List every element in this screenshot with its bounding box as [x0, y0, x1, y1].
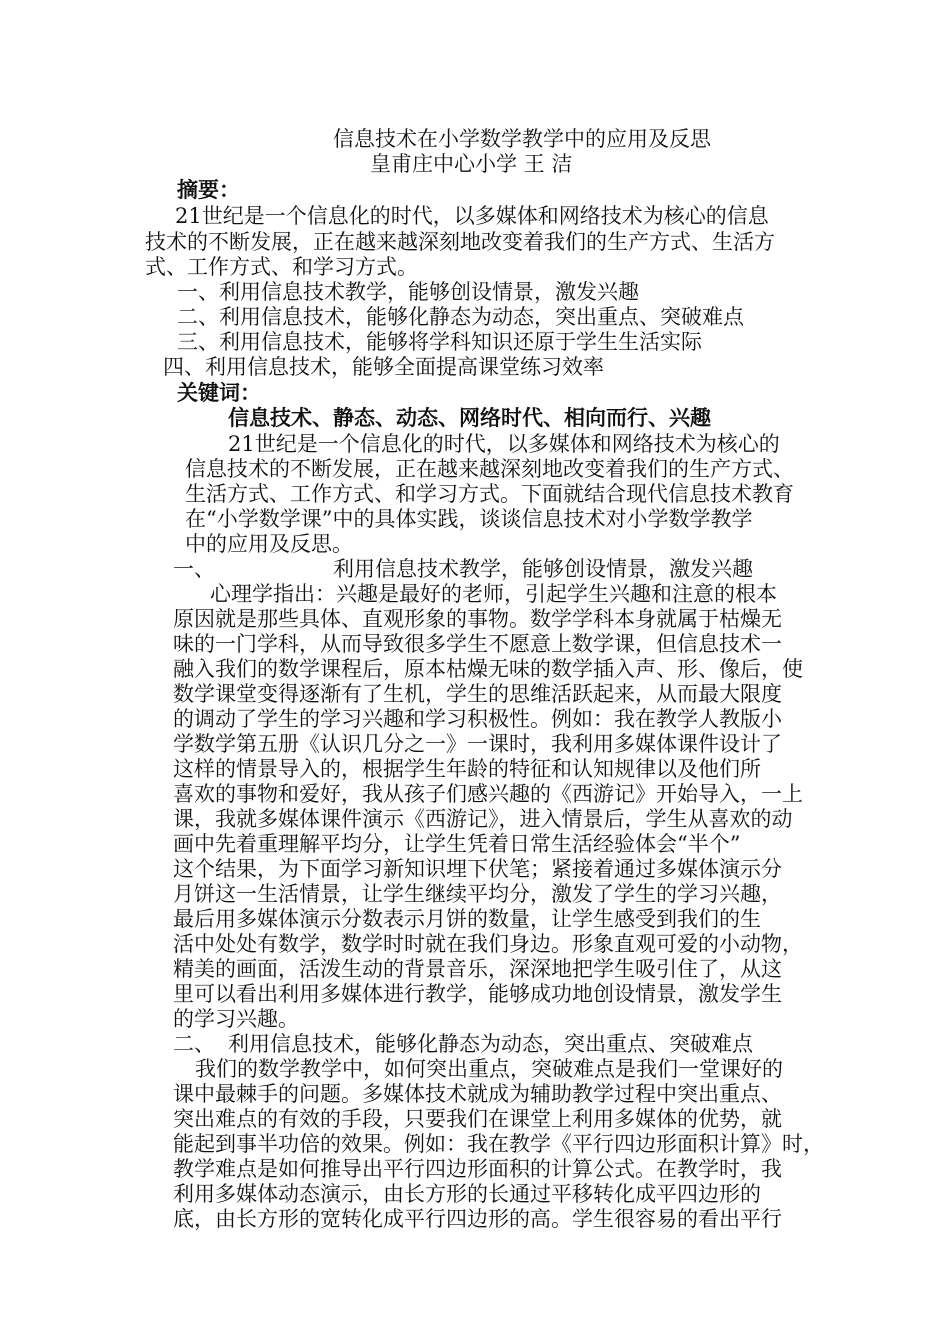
section-2-heading: 利用信息技术，能够化静态为动态，突出重点、突破难点	[228, 1032, 753, 1056]
section-1-line: 融入我们的数学课程后，原本枯燥无味的数学插入声、形、像后，使	[173, 657, 803, 681]
intro-line: 信息技术的不断发展，正在越来越深刻地改变着我们的生产方式、	[185, 457, 794, 481]
section-1-line: 心理学指出：兴趣是最好的老师，引起学生兴趣和注意的根本	[210, 582, 777, 606]
section-1-line: 月饼这一生活情景，让学生继续平均分，激发了学生的学习兴趣，	[173, 882, 782, 906]
keywords-heading: 关键词：	[177, 380, 261, 405]
section-1-line: 这个结果，为下面学习新知识埋下伏笔；紧接着通过多媒体演示分	[173, 857, 782, 881]
abstract-line: 式、工作方式、和学习方式。	[145, 255, 418, 279]
section-2-line: 我们的数学教学中，如何突出重点，突破难点是我们一堂课好的	[195, 1057, 783, 1081]
abstract-line: 技术的不断发展，正在越来越深刻地改变着我们的生产方式、生活方	[145, 230, 775, 254]
section-2-line: 突出难点的有效的手段，只要我们在课堂上利用多媒体的优势，就	[173, 1107, 782, 1131]
section-2-line: 能起到事半功倍的效果。例如：我在教学《平行四边形面积计算》时，	[173, 1132, 824, 1156]
byline: 皇甫庄中心小学 王 洁	[370, 152, 573, 176]
section-1-line: 精美的画面，活泼生动的背景音乐，深深地把学生吸引住了，从这	[173, 957, 782, 981]
outline-item: 三、利用信息技术，能够将学科知识还原于学生生活实际	[177, 330, 702, 354]
section-2-line: 底，由长方形的宽转化成平行四边形的高。学生很容易的看出平行	[173, 1207, 782, 1231]
intro-line: 在“小学数学课”中的具体实践，谈谈信息技术对小学数学教学	[185, 507, 753, 531]
section-1-line: 味的一门学科，从而导致很多学生不愿意上数学课，但信息技术一	[173, 632, 782, 656]
section-1-line: 的学习兴趣。	[173, 1007, 299, 1031]
section-2-line: 课中最棘手的问题。多媒体技术就成为辅助教学过程中突出重点、	[173, 1082, 782, 1106]
section-1-line: 画中先着重理解平均分，让学生凭着日常生活经验体会“半个”	[173, 832, 741, 856]
section-1-heading: 利用信息技术教学，能够创设情景，激发兴趣	[333, 557, 753, 581]
section-1-line: 课，我就多媒体课件演示《西游记》，进入情景后，学生从喜欢的动	[173, 807, 793, 831]
outline-item: 四、利用信息技术，能够全面提高课堂练习效率	[163, 355, 604, 379]
section-1-line: 活中处处有数学，数学时时就在我们身边。形象直观可爱的小动物，	[173, 932, 803, 956]
section-2-number: 二、	[173, 1032, 215, 1056]
section-1-line: 这样的情景导入的，根据学生年龄的特征和认知规律以及他们所	[173, 757, 761, 781]
keywords: 信息技术、静态、动态、网络时代、相向而行、兴趣	[228, 405, 711, 430]
doc-title: 信息技术在小学数学教学中的应用及反思	[333, 127, 711, 151]
intro-line: 生活方式、工作方式、和学习方式。下面就结合现代信息技术教育	[185, 482, 794, 506]
section-1-line: 学数学第五册《认识几分之一》一课时，我利用多媒体课件设计了	[173, 732, 782, 756]
section-1-line: 里可以看出利用多媒体进行教学，能够成功地创设情景，激发学生	[173, 982, 782, 1006]
section-2-line: 教学难点是如何推导出平行四边形面积的计算公式。在教学时，我	[173, 1157, 782, 1181]
intro-line: 21世纪是一个信息化的时代，以多媒体和网络技术为核心的	[228, 432, 780, 456]
outline-item: 一、利用信息技术教学，能够创设情景，激发兴趣	[177, 280, 639, 304]
section-1-number: 一、	[173, 557, 215, 581]
abstract-line: 21世纪是一个信息化的时代，以多媒体和网络技术为核心的信息	[175, 204, 769, 228]
abstract-heading: 摘要：	[177, 177, 240, 202]
section-1-line: 数学课堂变得逐渐有了生机，学生的思维活跃起来，从而最大限度	[173, 682, 782, 706]
section-1-line: 喜欢的事物和爱好，我从孩子们感兴趣的《西游记》开始导入，一上	[173, 782, 803, 806]
section-1-line: 原因就是那些具体、直观形象的事物。数学学科本身就属于枯燥无	[173, 607, 782, 631]
intro-line: 中的应用及反思。	[185, 532, 353, 556]
outline-item: 二、利用信息技术，能够化静态为动态，突出重点、突破难点	[177, 305, 744, 329]
section-1-line: 最后用多媒体演示分数表示月饼的数量，让学生感受到我们的生	[173, 907, 761, 931]
section-1-line: 的调动了学生的学习兴趣和学习积极性。例如：我在教学人教版小	[173, 707, 782, 731]
section-2-line: 利用多媒体动态演示，由长方形的长通过平移转化成平四边形的	[173, 1182, 761, 1206]
